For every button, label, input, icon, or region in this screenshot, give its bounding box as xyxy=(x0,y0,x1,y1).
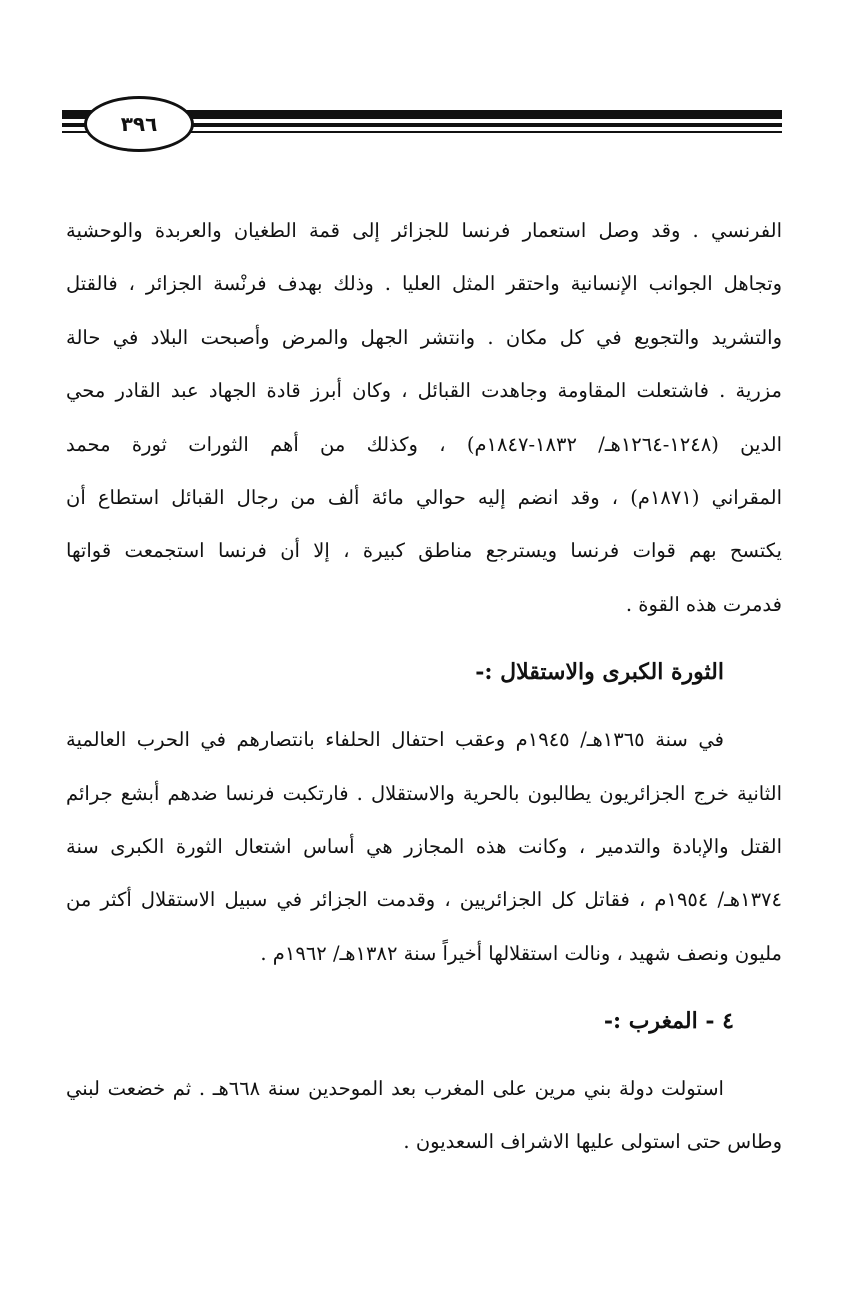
page-body xyxy=(66,204,782,1169)
text-line: الدين (١٢٤٨-١٢٦٤هـ/ ١٨٣٢-١٨٤٧م) ، وكذلك من أهم الثورات ثورة محمد xyxy=(66,432,782,456)
text-line: والتشريد والتجويع في كل مكان . وانتشر الجهل والمرض وأصبحت البلاد في حالة xyxy=(66,325,782,349)
text-line: وطاس حتى استولى عليها الاشراف السعديون . xyxy=(403,1130,782,1154)
text-line: استولت دولة بني مرين على المغرب بعد الموحدين سنة ٦٦٨هـ . ثم خضعت لبني xyxy=(66,1077,724,1101)
page-number: ٣٩٦ xyxy=(84,96,194,152)
paragraph-morocco xyxy=(66,1062,782,1169)
text-line: ١٣٧٤هـ/ ١٩٥٤م ، فقاتل كل الجزائريين ، وقدمت الجزائر في سبيل الاستقلال أكثر من xyxy=(66,888,782,912)
text-line: في سنة ١٣٦٥هـ/ ١٩٤٥م وعقب احتفال الحلفاء بانتصارهم في الحرب العالمية xyxy=(66,728,725,752)
page-header xyxy=(62,92,782,162)
section-heading-morocco: ٤ - المغرب :- xyxy=(603,1008,734,1035)
text-line: القتل والإبادة والتدمير ، وكانت هذه المجازر هي أساس اشتعال الثورة الكبرى سنة xyxy=(66,834,782,858)
text-line: مزرية . فاشتعلت المقاومة وجاهدت القبائل ، وكان أبرز قادة الجهاد عبد القادر محي xyxy=(66,379,782,403)
text-line: يكتسح بهم قوات فرنسا ويسترجع مناطق كبيرة ، إلا أن فرنسا استجمعت قواتها xyxy=(66,539,782,563)
paragraph-algeria-colonialism xyxy=(66,204,782,631)
text-line: فدمرت هذه القوة . xyxy=(625,592,782,616)
text-line: مليون ونصف شهيد ، ونالت استقلالها أخيراً سنة ١٣٨٢هـ/ ١٩٦٢م . xyxy=(260,941,782,965)
text-line: الفرنسي . وقد وصل استعمار فرنسا للجزائر إلى قمة الطغيان والعربدة والوحشية xyxy=(66,219,782,242)
section-heading-revolution: الثورة الكبرى والاستقلال :- xyxy=(475,659,724,686)
text-line: وتجاهل الجوانب الإنسانية واحتقر المثل العليا . وذلك بهدف فرنْسة الجزائر ، فالقتل xyxy=(66,272,782,296)
paragraph-independence xyxy=(66,713,782,980)
text-line: الثانية خرج الجزائريون يطالبون بالحرية والاستقلال . فارتكبت فرنسا ضدهم أبشع جرائم xyxy=(66,781,782,805)
text-line: المقراني (١٨٧١م) ، وقد انضم إليه حوالي مائة ألف من رجال القبائل استطاع أن xyxy=(66,485,782,509)
